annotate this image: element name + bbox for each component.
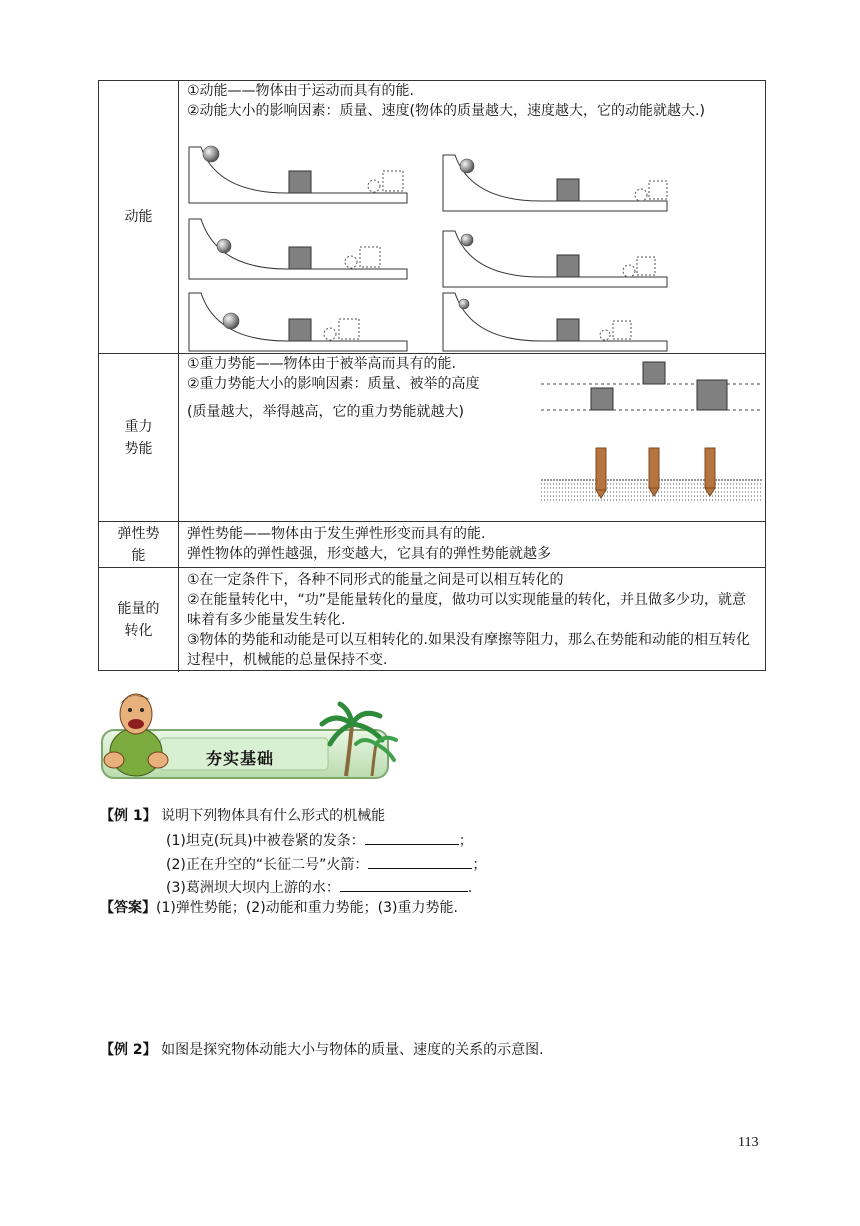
stake xyxy=(596,448,606,498)
content-line: ①重力势能——物体由于被举高而具有的能. xyxy=(187,356,456,372)
row-label: 能量的转化 xyxy=(99,568,179,672)
block xyxy=(697,380,727,410)
ramp-diagram xyxy=(443,155,667,211)
content-line: ③物体的势能和动能是可以互相转化的.如果没有摩擦等阻力，那么在势能和动能的相互转化过程中，机械能的总量保持不变. xyxy=(187,632,750,668)
answer-blank[interactable] xyxy=(340,877,468,892)
ramp-diagram xyxy=(189,146,407,203)
table-row xyxy=(99,81,765,353)
answer-blank[interactable] xyxy=(368,854,472,869)
example-1-item: (1)坦克(玩具)中被卷紧的发条： ； xyxy=(166,830,473,851)
ramp-diagram xyxy=(443,231,667,287)
block xyxy=(289,319,311,341)
gravitational-energy-diagram xyxy=(539,360,765,510)
content-line: ①在一定条件下，各种不同形式的能量之间是可以相互转化的 xyxy=(187,572,564,588)
ramp-diagram xyxy=(189,293,407,351)
content-line: ①动能——物体由于运动而具有的能. xyxy=(187,83,415,99)
ramp-diagram xyxy=(189,219,407,279)
row-label: 动能 xyxy=(99,81,179,353)
table-row xyxy=(99,521,765,568)
content-line: 弹性物体的弹性越强，形变越大，它具有的弹性势能就越多 xyxy=(187,546,551,562)
table-row xyxy=(99,567,765,672)
ramp-diagram xyxy=(443,293,667,351)
answer-label: 【答案】 xyxy=(100,900,156,916)
section-banner xyxy=(100,690,400,782)
block xyxy=(557,255,579,277)
ball xyxy=(217,239,231,253)
kinetic-energy-diagrams xyxy=(187,141,767,351)
content-line: 弹性势能——物体由于发生弹性形变而具有的能. xyxy=(187,526,486,542)
row-label: 弹性势能 xyxy=(99,522,179,568)
knowledge-table xyxy=(98,80,766,671)
block xyxy=(289,171,311,193)
example-1-question: 【例 1】 说明下列物体具有什么形式的机械能 xyxy=(100,808,386,824)
block xyxy=(591,388,613,410)
row-content xyxy=(187,570,757,670)
ball xyxy=(459,299,469,309)
ball xyxy=(461,234,473,246)
page-number: 113 xyxy=(738,1135,759,1150)
answer-blank[interactable] xyxy=(365,830,459,845)
stake xyxy=(705,448,715,496)
content-line: ②动能大小的影响因素：质量、速度(物体的质量越大，速度越大，它的动能就越大.) xyxy=(187,103,705,119)
content-line: ②在能量转化中，“功”是能量转化的量度，做功可以实现能量的转化，并且做多少功，就意味着有多少能量发生转化. xyxy=(187,592,747,628)
row-content xyxy=(187,524,757,564)
ball xyxy=(203,146,219,162)
example-label: 【例 1】 xyxy=(100,808,157,824)
table-row xyxy=(99,353,765,522)
example-1-answer: 【答案】(1)弹性势能；(2)动能和重力势能；(3)重力势能. xyxy=(100,900,458,916)
block xyxy=(643,362,665,384)
row-label: 重力势能 xyxy=(99,354,179,522)
ball xyxy=(223,313,239,329)
row-content xyxy=(187,81,757,121)
ball xyxy=(460,159,474,173)
example-label: 【例 2】 xyxy=(100,1042,157,1058)
block xyxy=(557,319,579,341)
example-1-item: (3)葛洲坝大坝内上游的水： . xyxy=(166,877,472,898)
banner-title: 夯实基础 xyxy=(206,749,275,768)
block xyxy=(289,247,311,269)
stake xyxy=(649,448,659,496)
content-line: ②重力势能大小的影响因素：质量、被举的高度 xyxy=(187,376,480,392)
example-1-item: (2)正在升空的“长征二号”火箭： ； xyxy=(166,854,486,875)
block xyxy=(557,179,579,201)
example-2-question: 【例 2】 如图是探究物体动能大小与物体的质量、速度的关系的示意图. xyxy=(100,1042,544,1058)
row-content xyxy=(187,354,525,422)
content-line: (质量越大，举得越高，它的重力势能就越大) xyxy=(187,404,464,420)
